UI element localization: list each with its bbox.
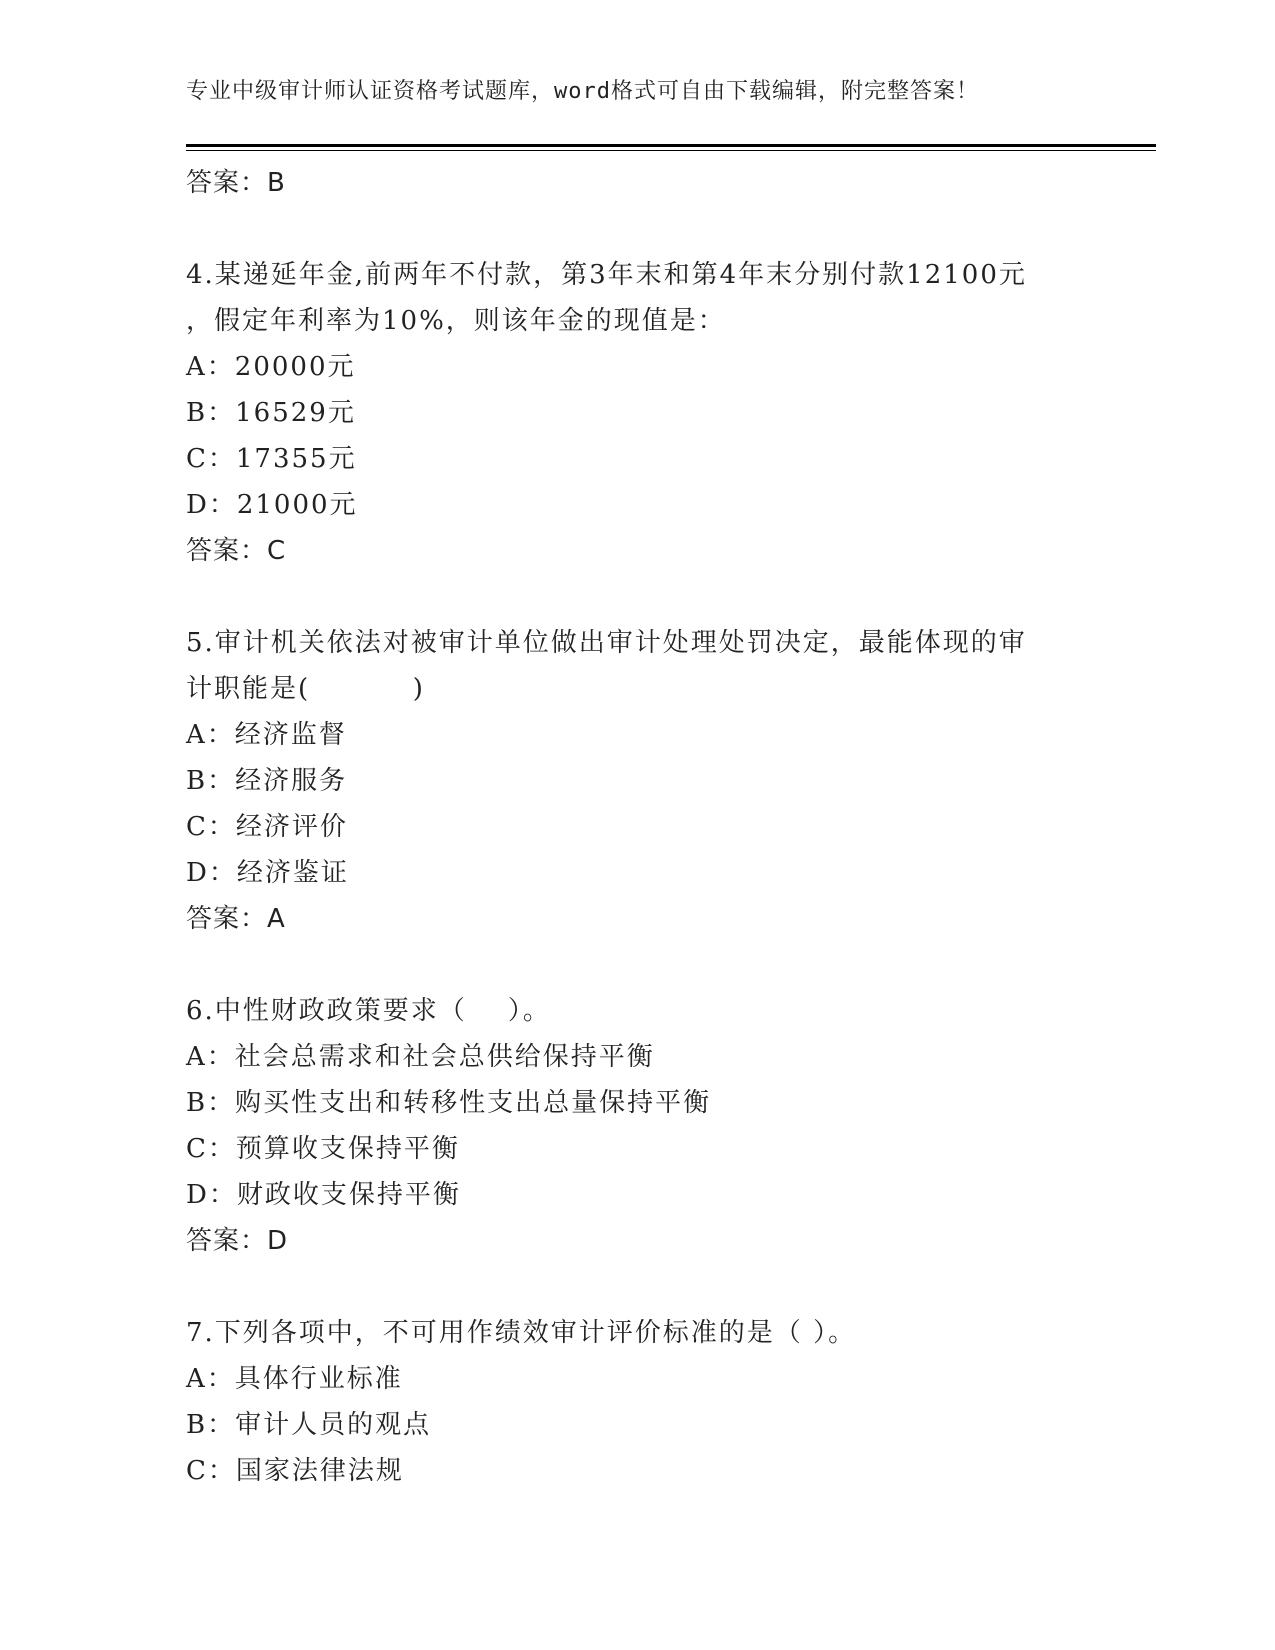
question-4 [186, 252, 1086, 574]
question-7 [186, 1310, 1086, 1494]
question-6-text: 6.中性财政政策要求（ ）。 [186, 996, 551, 1026]
page-header: 专业中级审计师认证资格考试题库，word格式可自由下载编辑，附完整答案！ [186, 79, 979, 104]
header-rule-thin [186, 150, 1156, 151]
question-6 [186, 988, 1086, 1264]
question-4-option-b: B：16529元 [186, 398, 356, 428]
question-5-answer: 答案：A [186, 904, 286, 934]
header-rule [186, 144, 1156, 147]
question-6-option-a: A：社会总需求和社会总供给保持平衡 [186, 1042, 655, 1072]
question-4-answer: 答案：C [186, 536, 287, 566]
question-7-option-a: A：具体行业标准 [186, 1364, 403, 1394]
question-4-option-a: A：20000元 [186, 352, 356, 382]
question-7-option-c: C：国家法律法规 [186, 1456, 404, 1486]
question-5 [186, 620, 1086, 942]
document-body [186, 160, 1086, 1494]
question-6-answer: 答案：D [186, 1226, 289, 1256]
question-4-text: 4.某递延年金,前两年不付款，第3年末和第4年末分别付款12100元 [186, 260, 1027, 290]
question-6-option-b: B：购买性支出和转移性支出总量保持平衡 [186, 1088, 712, 1118]
question-5-option-d: D：经济鉴证 [186, 858, 349, 888]
question-5-option-c: C：经济评价 [186, 812, 348, 842]
question-6-option-c: C：预算收支保持平衡 [186, 1134, 460, 1164]
question-5-text-cont: 计职能是( ) [186, 674, 425, 704]
question-4-text-cont: ，假定年利率为10%，则该年金的现值是： [186, 306, 726, 336]
question-5-option-b: B：经济服务 [186, 766, 348, 796]
question-4-option-c: C：17355元 [186, 444, 357, 474]
question-5-text: 5.审计机关依法对被审计单位做出审计处理处罚决定，最能体现的审 [186, 628, 1027, 658]
answer-previous: 答案：B [186, 168, 286, 198]
question-7-text: 7.下列各项中，不可用作绩效审计评价标准的是（ ）。 [186, 1318, 857, 1348]
question-5-option-a: A：经济监督 [186, 720, 347, 750]
question-7-option-b: B：审计人员的观点 [186, 1410, 432, 1440]
question-4-option-d: D：21000元 [186, 490, 358, 520]
question-6-option-d: D：财政收支保持平衡 [186, 1180, 461, 1210]
